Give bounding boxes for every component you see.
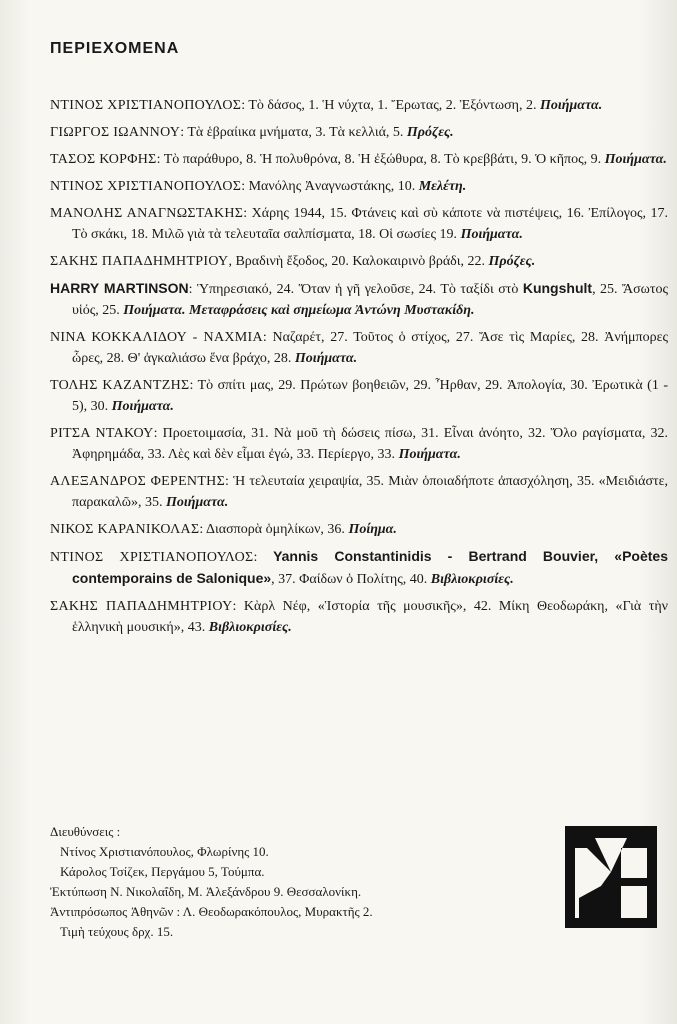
- entry-category: Βιβλιοκρισίες.: [430, 572, 514, 587]
- toc-entry: [50, 203, 668, 245]
- entry-category: Ποιήματα.: [294, 351, 358, 366]
- entry-category: Ποιήματα.: [398, 447, 461, 462]
- entry-author: ΤΟΛΗΣ ΚΑΖΑΝΤΖΗΣ: [50, 378, 190, 393]
- entry-separator: :: [189, 378, 198, 393]
- entry-separator: :: [156, 152, 164, 167]
- entry-separator: :: [199, 522, 207, 537]
- entry-author: ΡΙΤΣΑ ΝΤΑΚΟΥ: [50, 426, 154, 441]
- entry-titles: Κὰρλ Νέφ, «Ἱστορία τῆς μουσικῆς», 42. Μίκη Θεοδωράκη, «Γιὰ τὴν ἑλληνικὴ μουσική», 43.: [72, 599, 669, 635]
- entry-category: Ποιήματα.: [604, 152, 667, 167]
- entry-author: ΝΤΙΝΟΣ ΧΡΙΣΤΙΑΝΟΠΟΥΛΟΣ: [50, 179, 242, 194]
- entry-titles: Χάρης 1944, 15. Φτάνεις καὶ σὺ κάποτε νὰ πιστέψεις, 16. Ἐπίλογος, 17. Τὸ σκάκι, 18. Μιλῶ γιὰ τὰ τελευταῖα σαλπίσματα, 18. Οἱ σωσίες 19.: [72, 206, 668, 242]
- entry-author: ΣΑΚΗΣ ΠΑΠΑΔΗΜΗΤΡΙΟΥ: [50, 599, 233, 614]
- entry-separator: :: [232, 599, 244, 614]
- table-of-contents: [50, 95, 668, 644]
- entry-author: ΤΑΣΟΣ ΚΟΡΦΗΣ: [50, 152, 157, 167]
- entry-titles: Τὸ σπίτι μας, 29. Πρώτων βοηθειῶν, 29. Ἦρθαν, 29. Ἀπολογία, 30. Ἐρωτικὰ (1 - 5), 30.: [72, 378, 668, 414]
- addresses-block: [50, 822, 570, 942]
- printer-line: Ἐκτύπωση Ν. Νικολαΐδη, Μ. Ἀλεξάνδρου 9. Θεσσαλονίκη.: [50, 884, 362, 899]
- address-line: Κάρολος Τσίζεκ, Περγάμου 5, Τούμπα.: [60, 864, 265, 879]
- toc-entry: [50, 596, 668, 638]
- entry-titles: Ἡ τελευταία χειραψία, 35. Μιὰν ὁποιαδήποτε ἀπασχόληση, 35. «Μειδιάστε, παρακαλῶ», 35.: [72, 474, 668, 510]
- toc-entry: [50, 519, 668, 540]
- entry-titles-continued: , 37. Φαίδων ὁ Πολίτης, 40.: [271, 572, 431, 587]
- entry-separator: :: [225, 474, 234, 489]
- entry-category: Ποιήματα.: [540, 98, 603, 113]
- entry-separator: :: [241, 179, 249, 194]
- publisher-logo-icon: [565, 826, 657, 928]
- toc-entry: [50, 471, 668, 513]
- entry-category: Μελέτη.: [418, 179, 467, 194]
- addresses-label: Διευθύνσεις :: [50, 824, 121, 839]
- entry-separator: :: [188, 282, 197, 297]
- toc-entry: [50, 423, 668, 465]
- entry-author: ΓΙΩΡΓΟΣ ΙΩΑΝΝΟΥ: [50, 125, 181, 140]
- entry-titles: Τὸ δάσος, 1. Ἡ νύχτα, 1. Ἔρωτας, 2. Ἐξόντωση, 2.: [248, 98, 541, 113]
- entry-titles: Ὑπηρεσιακό, 24. Ὅταν ἡ γῆ γελοῦσε, 24. Τὸ ταξίδι στὸ: [197, 282, 523, 297]
- entry-author: ΜΑΝΟΛΗΣ ΑΝΑΓΝΩΣΤΑΚΗΣ: [50, 206, 244, 221]
- page-title: ΠΕΡΙΕΧΟΜΕΝΑ: [50, 40, 180, 57]
- entry-separator: :: [243, 206, 252, 221]
- toc-entry: [50, 251, 668, 272]
- entry-titles: Βραδινὴ ἔξοδος, 20. Καλοκαιρινὸ βράδι, 22.: [235, 254, 489, 269]
- entry-separator: ,: [228, 254, 236, 269]
- representative-line: Ἀντιπρόσωπος Ἀθηνῶν : Λ. Θεοδωρακόπουλος, Μυρακτῆς 2.: [50, 904, 373, 919]
- entry-foreign-title: Yannis Constantinidis - Bertrand Bouvier, «Poètes contemporains de Salonique»: [72, 548, 668, 586]
- entry-titles: Διασπορὰ ὁμηλίκων, 36.: [206, 522, 349, 537]
- entry-separator: :: [241, 98, 249, 113]
- entry-category: Ποίημα.: [348, 522, 397, 537]
- entry-category: Ποιήματα. Μεταφράσεις καὶ σημείωμα Ἀντώνη Μυστακίδη.: [123, 303, 475, 318]
- entry-titles: Ναζαρέτ, 27. Τοῦτος ὁ στίχος, 27. Ἄσε τὶς Μαρίες, 28. Ἀνήμπορες ὧρες, 28. Θ' ἀγκαλιάσω ἕνα βράχο, 28.: [72, 330, 669, 366]
- toc-entry: [50, 375, 668, 417]
- entry-separator: :: [153, 426, 163, 441]
- entry-category: Ποιήματα.: [166, 495, 229, 510]
- entry-foreign-title: Kungshult: [522, 280, 593, 296]
- toc-entry: [50, 176, 668, 197]
- entry-titles: Τὸ παράθυρο, 8. Ἡ πολυθρόνα, 8. Ἡ ἐξώθυρα, 8. Τὸ κρεββάτι, 9. Ὁ κῆπος, 9.: [163, 152, 605, 167]
- entry-separator: :: [262, 330, 273, 345]
- entry-titles: Προετοιμασία, 31. Νὰ μοῦ τὴ δώσεις πίσω, 31. Εἶναι ἀνόητο, 32. Ὅλο ραγίσματα, 32. Ἀφηρημάδα, 33. Λὲς καὶ δὲν εἶμαι ἐγώ, 33. Περίεργο, 33.: [72, 426, 668, 462]
- entry-author: ΝΙΝΑ ΚΟΚΚΑΛΙΔΟΥ - ΝΑΧΜΙΑ: [50, 330, 263, 345]
- toc-entry: [50, 122, 668, 143]
- entry-author: HARRY MARTINSON: [50, 280, 189, 296]
- entry-separator: :: [253, 550, 274, 565]
- entry-category: Ποιήματα.: [111, 399, 174, 414]
- entry-author: ΑΛΕΞΑΝΔΡΟΣ ΦΕΡΕΝΤΗΣ: [50, 474, 226, 489]
- toc-entry: [50, 546, 668, 590]
- entry-author: ΝΤΙΝΟΣ ΧΡΙΣΤΙΑΝΟΠΟΥΛΟΣ: [50, 550, 254, 565]
- entry-titles: Μανόλης Ἀναγνωστάκης, 10.: [248, 179, 419, 194]
- entry-category: Βιβλιοκρισίες.: [208, 620, 292, 635]
- toc-entry: [50, 278, 668, 321]
- entry-category: Πρόζες.: [488, 254, 536, 269]
- toc-entry: [50, 149, 668, 170]
- entry-author: ΝΤΙΝΟΣ ΧΡΙΣΤΙΑΝΟΠΟΥΛΟΣ: [50, 98, 242, 113]
- entry-category: Πρόζες.: [406, 125, 454, 140]
- entry-titles-continued: , 25. Ἄσωτος υἱός, 25.: [72, 282, 669, 318]
- entry-author: ΣΑΚΗΣ ΠΑΠΑΔΗΜΗΤΡΙΟΥ: [50, 254, 229, 269]
- entry-author: ΝΙΚΟΣ ΚΑΡΑΝΙΚΟΛΑΣ: [50, 522, 200, 537]
- address-line: Ντίνος Χριστιανόπουλος, Φλωρίνης 10.: [60, 844, 269, 859]
- toc-entry: [50, 95, 668, 116]
- price-line: Τιμὴ τεύχους δρχ. 15.: [60, 924, 174, 939]
- toc-entry: [50, 327, 668, 369]
- entry-category: Ποιήματα.: [460, 227, 523, 242]
- entry-titles: Τὰ ἑβραίικα μνήματα, 3. Τὰ κελλιά, 5.: [187, 125, 407, 140]
- entry-separator: :: [180, 125, 188, 140]
